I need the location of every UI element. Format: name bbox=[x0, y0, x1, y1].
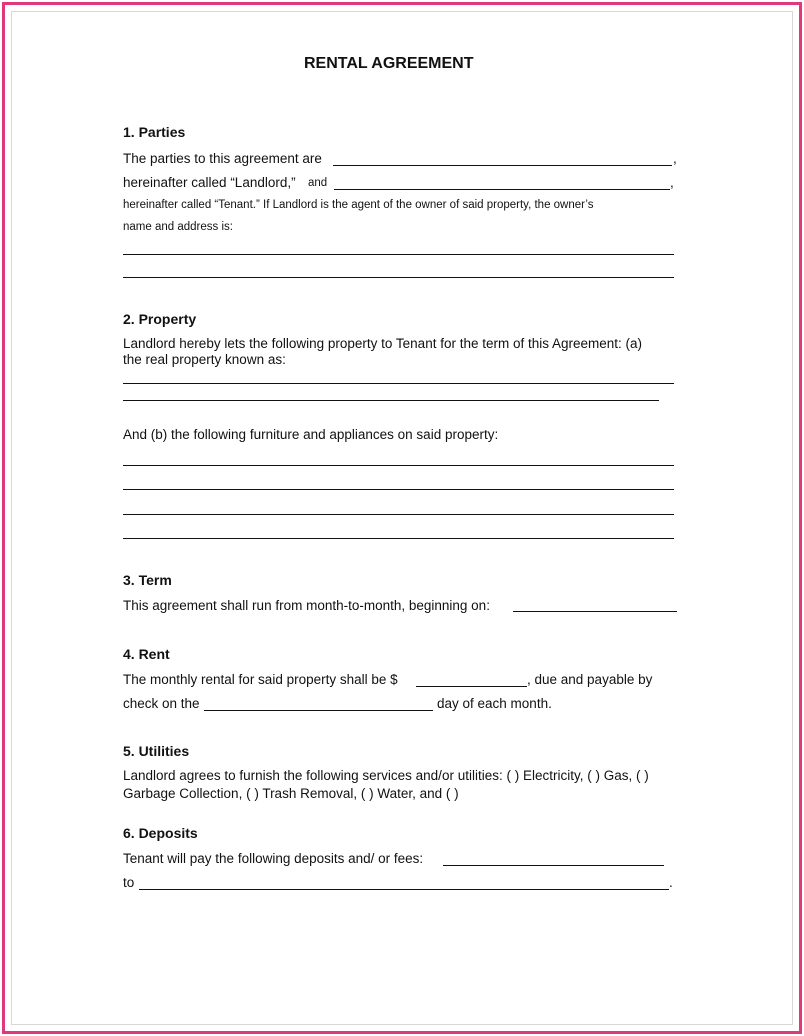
property-line-2: the real property known as: bbox=[123, 352, 286, 367]
parties-line-2b: and bbox=[308, 177, 328, 189]
rent-line-1b: , due and payable by bbox=[527, 672, 653, 687]
parties-blank-1[interactable] bbox=[333, 165, 672, 166]
rent-line-2b: day of each month. bbox=[437, 696, 552, 711]
utilities-line-2: Garbage Collection, ( ) Trash Removal, ( ) Water, and ( ) bbox=[123, 786, 459, 801]
furniture-blank-4[interactable] bbox=[123, 538, 674, 539]
property-blank-2[interactable] bbox=[123, 400, 659, 401]
rent-line-1a: The monthly rental for said property shall be $ bbox=[123, 672, 398, 687]
furniture-blank-2[interactable] bbox=[123, 489, 674, 490]
deposits-line-2a: to bbox=[123, 875, 135, 890]
parties-line-2-end: , bbox=[670, 175, 674, 190]
property-blank-1[interactable] bbox=[123, 383, 674, 384]
owner-address-blank-1[interactable] bbox=[123, 254, 674, 255]
section-heading-deposits: 6. Deposits bbox=[123, 825, 198, 841]
page-frame bbox=[2, 2, 802, 1034]
deposits-to-blank[interactable] bbox=[139, 889, 669, 890]
rent-line-2a: check on the bbox=[123, 696, 200, 711]
deposits-line-2-end: . bbox=[669, 875, 673, 890]
document-title: RENTAL AGREEMENT bbox=[304, 55, 474, 72]
utilities-line-1: Landlord agrees to furnish the following services and/or utilities: ( ) Electricity, ( ) Gas, ( ) bbox=[123, 768, 649, 783]
rent-day-blank[interactable] bbox=[204, 710, 433, 711]
deposits-line-1: Tenant will pay the following deposits and/ or fees: bbox=[123, 851, 424, 866]
term-line-1: This agreement shall run from month-to-month, beginning on: bbox=[123, 598, 490, 613]
owner-address-blank-2[interactable] bbox=[123, 277, 674, 278]
section-heading-property: 2. Property bbox=[123, 311, 197, 327]
furniture-blank-3[interactable] bbox=[123, 514, 674, 515]
section-heading-rent: 4. Rent bbox=[123, 646, 170, 662]
section-heading-term: 3. Term bbox=[123, 572, 172, 588]
deposits-fees-blank[interactable] bbox=[443, 865, 664, 866]
parties-line-2a: hereinafter called “Landlord,” bbox=[123, 175, 296, 190]
property-line-1: Landlord hereby lets the following property to Tenant for the term of this Agreement: (a) bbox=[123, 336, 643, 351]
section-heading-parties: 1. Parties bbox=[123, 124, 186, 140]
section-heading-utilities: 5. Utilities bbox=[123, 743, 190, 759]
property-line-3: And (b) the following furniture and appliances on said property: bbox=[123, 427, 499, 442]
parties-line-1-end: , bbox=[673, 151, 677, 166]
term-start-blank[interactable] bbox=[513, 611, 677, 612]
parties-blank-2[interactable] bbox=[334, 189, 670, 190]
furniture-blank-1[interactable] bbox=[123, 465, 674, 466]
parties-line-3: hereinafter called “Tenant.” If Landlord is the agent of the owner of said property, the owner’s bbox=[123, 199, 594, 211]
parties-line-1: The parties to this agreement are bbox=[123, 151, 322, 166]
rent-amount-blank[interactable] bbox=[416, 686, 527, 687]
parties-line-4: name and address is: bbox=[123, 221, 233, 233]
